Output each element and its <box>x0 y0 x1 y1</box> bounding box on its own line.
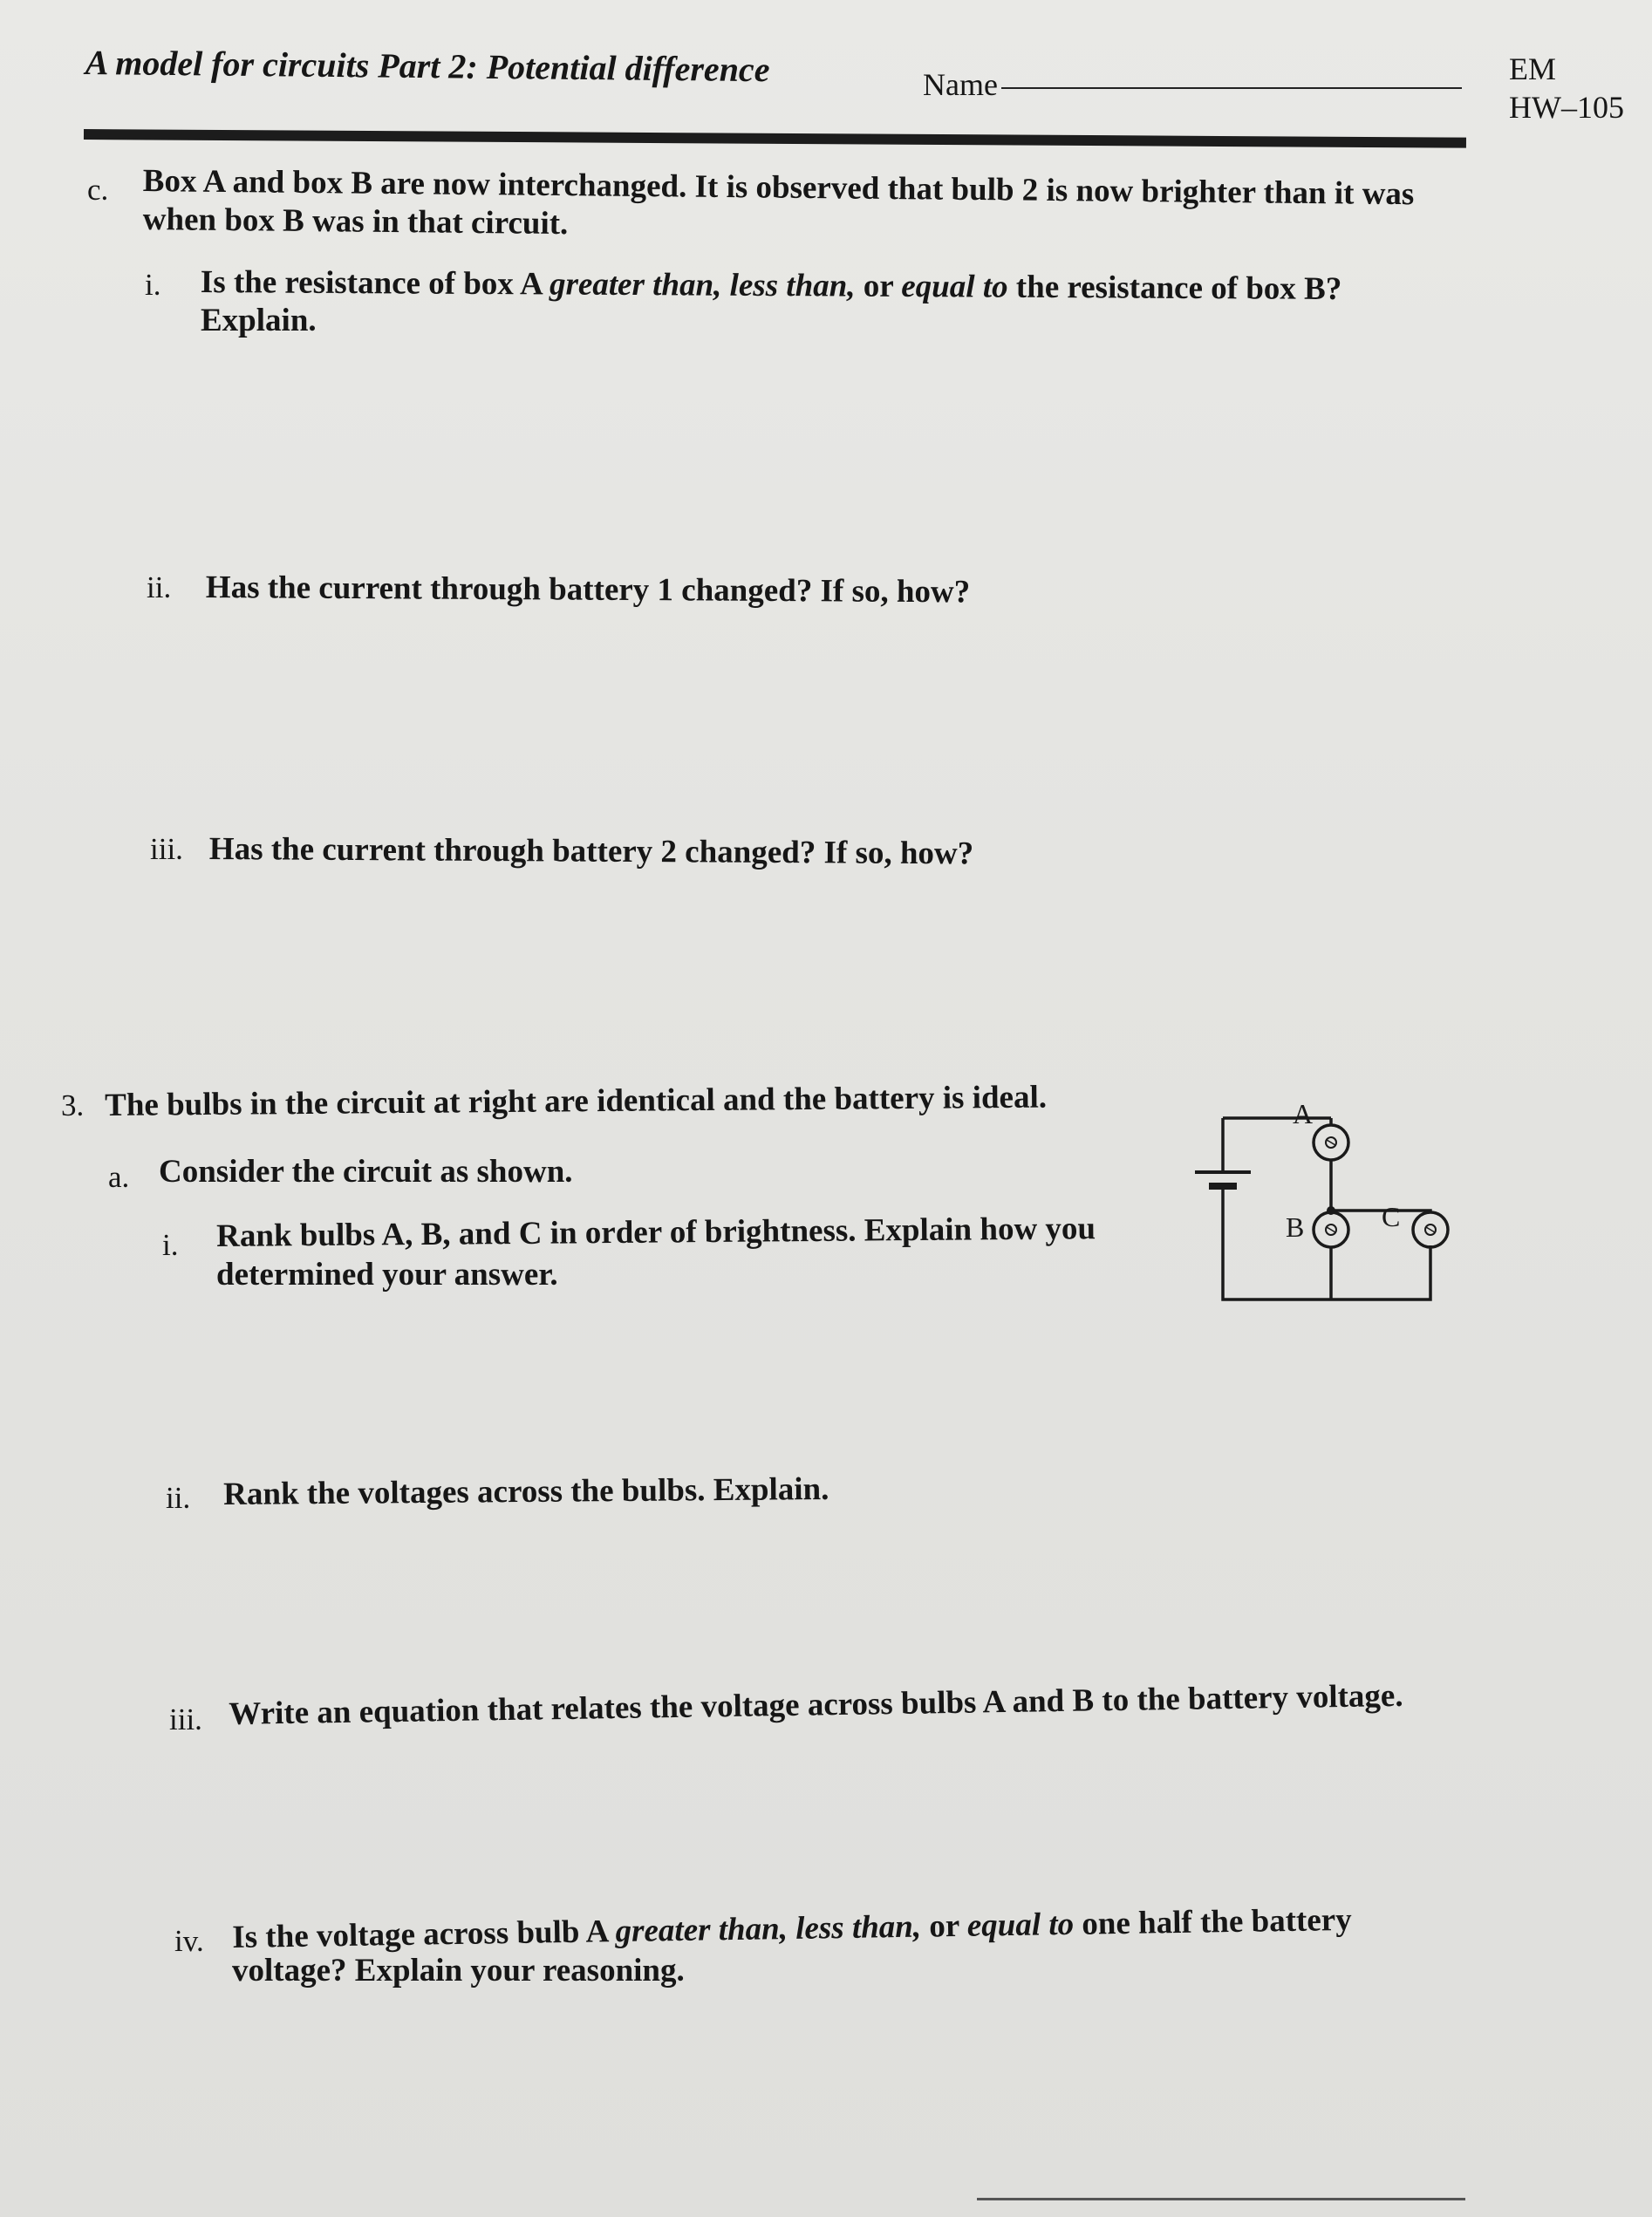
problem-3-text: The bulbs in the circuit at right are identical and the battery is ideal. <box>105 1079 1048 1123</box>
option-greater: greater than, <box>549 266 722 304</box>
junction-dot <box>1327 1206 1335 1215</box>
question-c-i-suffix: the resistance of box B? <box>1007 269 1342 307</box>
worksheet-title <box>85 42 770 90</box>
part-a-marker: a. <box>108 1160 130 1194</box>
header-rule <box>84 129 1466 148</box>
name-blank-line <box>1001 87 1462 89</box>
question-c-i-prefix: Is the resistance of box A <box>200 263 550 303</box>
part-c-line1: Box A and box B are now interchanged. It is observed that bulb 2 is now brighter than it was <box>142 162 1415 213</box>
question-3a-ii-text: Rank the voltages across the bulbs. Explain. <box>223 1470 829 1512</box>
name-label: Name <box>923 67 998 102</box>
question-c-ii-marker: ii. <box>147 570 172 604</box>
option-equal: equal to <box>901 268 1008 305</box>
bulb-b-label: B <box>1286 1211 1305 1243</box>
question-c-i-marker: i. <box>145 268 161 302</box>
question-c-i-sep1 <box>721 268 730 304</box>
title-italic: A model for circuits Part 2: <box>85 42 478 86</box>
question-3a-i-marker: i. <box>162 1228 179 1262</box>
bulb-b-icon <box>1314 1212 1348 1247</box>
question-c-iii-marker: iii. <box>150 832 183 866</box>
question-c-iii-text: Has the current through battery 2 changed? If so, how? <box>208 831 974 872</box>
question-3a-iii-text: Write an equation that relates the voltage across bulbs A and B to the battery voltage. <box>229 1677 1403 1732</box>
bulb-c-icon <box>1413 1212 1448 1247</box>
question-c-i-sep2: or <box>855 268 902 304</box>
option-equal: equal to <box>966 1906 1075 1944</box>
part-a-text: Consider the circuit as shown. <box>159 1154 573 1190</box>
problem-3-marker: 3. <box>61 1088 85 1122</box>
battery-icon <box>1195 1172 1251 1202</box>
question-3a-i-line1: Rank bulbs A, B, and C in order of brightness. Explain how you <box>216 1211 1096 1254</box>
question-3a-iv-marker: iv. <box>174 1924 204 1958</box>
part-c-marker: c. <box>87 173 109 207</box>
option-greater: greater than, <box>615 1911 788 1950</box>
question-3a-ii-marker: ii. <box>166 1481 191 1515</box>
wire-to-c <box>1331 1211 1430 1212</box>
course-code: EM <box>1509 51 1556 86</box>
part-c-line2: when box B was in that circuit. <box>142 201 569 242</box>
bulb-a-icon <box>1314 1125 1348 1160</box>
bottom-rule <box>977 2198 1465 2200</box>
question-3a-iv-suffix: one half the battery <box>1073 1901 1352 1942</box>
question-3a-iv-line2: voltage? Explain your reasoning. <box>232 1953 685 1988</box>
bulb-a-label: A <box>1293 1098 1314 1129</box>
question-3a-iii-marker: iii. <box>169 1702 202 1736</box>
homework-code: HW–105 <box>1509 90 1624 125</box>
option-less: less than, <box>795 1908 922 1947</box>
question-3a-iv-sep: or <box>920 1907 968 1945</box>
question-c-ii-text: Has the current through battery 1 changed? If so, how? <box>205 570 971 611</box>
question-3a-iv-prefix: Is the voltage across bulb A <box>232 1913 616 1955</box>
option-less: less than, <box>729 267 856 304</box>
question-3a-i-line2: determined your answer. <box>216 1257 558 1293</box>
circuit-diagram <box>1178 1081 1465 1308</box>
question-3a-iv-line1 <box>232 1901 1352 1957</box>
title-bold: Potential difference <box>486 46 770 90</box>
question-c-i-line2: Explain. <box>201 303 317 338</box>
bulb-c-label: C <box>1382 1201 1401 1232</box>
question-c-i-line1 <box>201 263 1342 309</box>
